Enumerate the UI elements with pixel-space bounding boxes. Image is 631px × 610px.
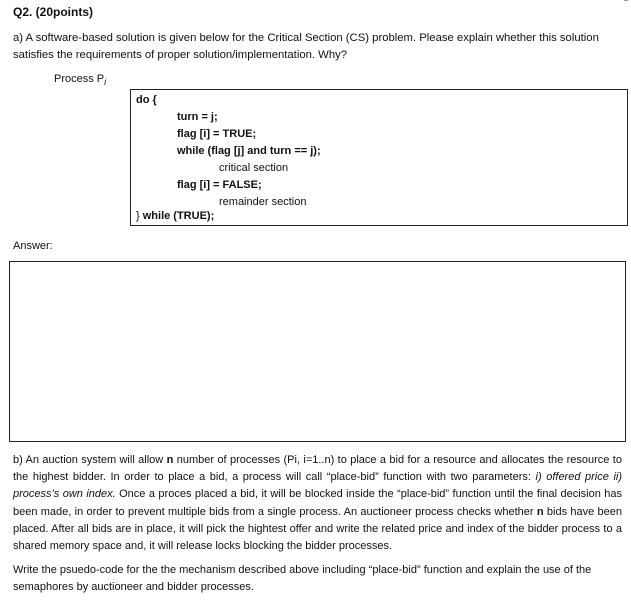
- answer-label: Answer:: [13, 240, 53, 252]
- code-box: [130, 89, 628, 226]
- code-flag-false: flag [i] = FALSE;: [177, 179, 262, 191]
- process-label: [54, 73, 106, 87]
- code-flag-true: flag [i] = TRUE;: [177, 128, 257, 140]
- part-b-paragraph: b) An auction system will allow n number of processes (Pi, i=1..n) to place a bid for a resource and allocates the resource to the highest bidder. In order to place a bid, a process will call “place-bid” function with two parameters: i) offered price ii) process’s own index. Once a proces placed a bid, it will be blocked inside the “place-bid” function until the final decision has been made, in order to prevent multiple bids from a single process. An auctioneer process checks whether n bids have been placed. After all bids are in place, it will pick the hightest offer and write the related price and index of the bidder process to a shared memory space and, it will release locks blocking the bidder processes.: [13, 454, 623, 553]
- code-do: do {: [136, 94, 157, 106]
- answer-box[interactable]: [9, 261, 626, 442]
- code-end: [136, 210, 214, 222]
- process-subscript: i: [104, 77, 107, 88]
- parameters-italic: i) offered price ii) process’s own index.: [13, 471, 622, 501]
- code-remainder-section: remainder section: [219, 196, 307, 208]
- question-title: Q2. (20points): [13, 5, 94, 19]
- code-end-while: while (TRUE);: [142, 210, 215, 222]
- n-bold: n: [166, 454, 174, 466]
- code-critical-section: critical section: [219, 162, 289, 174]
- code-while: while (flag [j] and turn == j);: [177, 145, 321, 157]
- n-bold-2: n: [536, 505, 544, 518]
- process-label-text: Process P: [54, 73, 105, 85]
- code-turn: turn = j;: [177, 111, 218, 123]
- part-b-instruction: Write the psuedo-code for the the mechanism described above including “place-bid” function and explain the use of the semaphores by auctioneer and bidder processes.: [13, 564, 592, 594]
- part-a-question: a) A software-based solution is given below for the Critical Section (CS) problem. Please explain whether this solution satisfies the requirements of proper solution/implementation. Why?: [13, 32, 599, 61]
- code-end-brace: }: [136, 210, 143, 222]
- corner-mark: [624, 0, 628, 1]
